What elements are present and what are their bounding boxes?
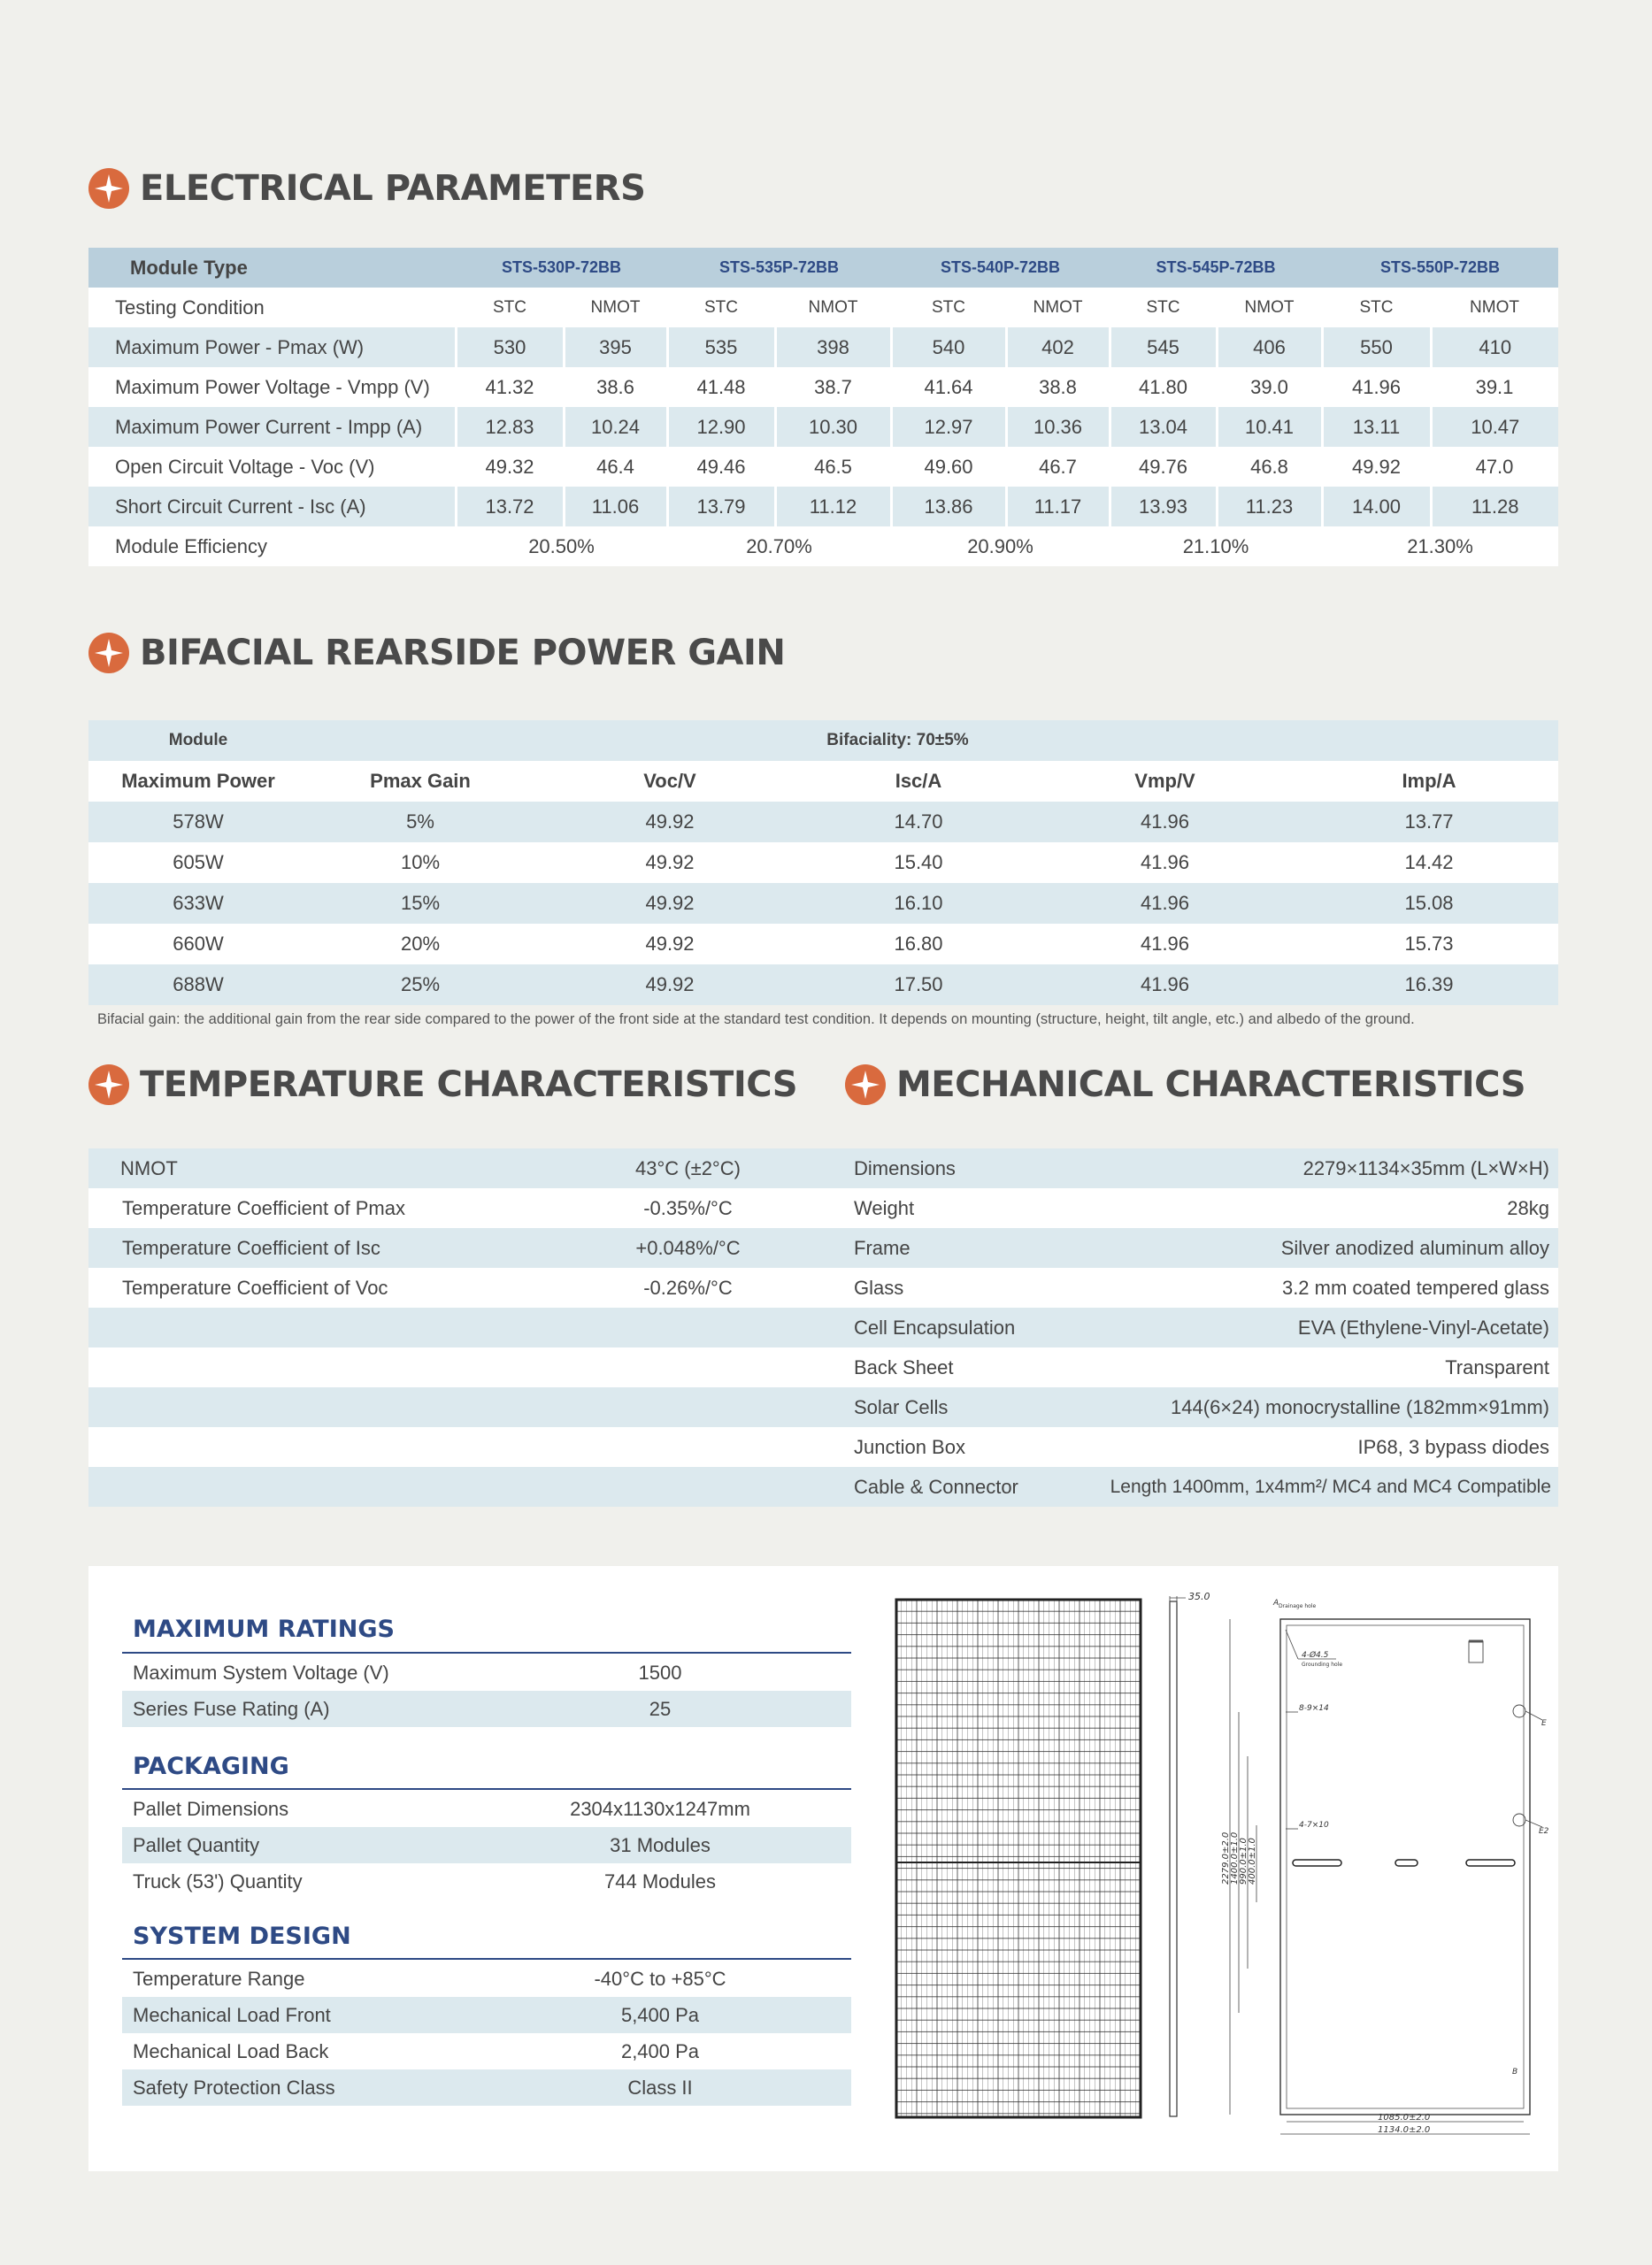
table-row	[122, 1691, 851, 1727]
table-cell: 49.92	[645, 892, 695, 914]
table-cell: 398	[775, 327, 891, 367]
drainage-hole-label: Drainage hole	[1279, 1603, 1317, 1609]
table-row	[845, 1427, 1558, 1467]
table-cell: 13.77	[1404, 810, 1454, 833]
row-value: Length 1400mm, 1x4mm²/ MC4 and MC4 Compatible	[1110, 1476, 1551, 1497]
row-label: Solar Cells	[854, 1395, 949, 1418]
row-value: Silver anodized aluminum alloy	[1280, 1236, 1549, 1259]
front-view	[896, 1600, 1141, 2117]
table-cell: 13.79	[667, 487, 775, 526]
table-cell: 49.92	[645, 933, 695, 955]
row-label: Safety Protection Class	[133, 2076, 335, 2099]
divider	[122, 1652, 851, 1654]
row-label: Dimensions	[854, 1156, 956, 1179]
table-cell: 12.97	[891, 407, 1006, 447]
bifacial-table	[88, 720, 1558, 1005]
table-cell: 49.60	[924, 455, 973, 478]
model-name: STS-550P-72BB	[1379, 258, 1501, 276]
table-row	[88, 924, 1558, 964]
spark-icon	[88, 633, 129, 673]
row-value: 43°C (±2°C)	[635, 1156, 741, 1179]
model-name: STS-530P-72BB	[501, 258, 622, 276]
bifacial-column-headers	[88, 761, 1558, 802]
condition-label: NMOT	[1033, 297, 1083, 317]
row-value: 3.2 mm coated tempered glass	[1281, 1276, 1549, 1299]
row-value: Class II	[627, 2076, 693, 2099]
column-header: Imp/A	[1402, 770, 1456, 792]
row-label: Open Circuit Voltage - Voc (V)	[115, 455, 375, 478]
table-cell: 11.12	[775, 487, 891, 526]
table-cell: 10.30	[775, 407, 891, 447]
detail-label: A	[1273, 1599, 1279, 1608]
rear-view	[1221, 1599, 1548, 2135]
table-cell: 46.7	[1039, 455, 1077, 478]
column-header: Voc/V	[643, 770, 696, 792]
table-cell: 41.96	[1351, 375, 1402, 398]
table-row	[845, 1188, 1558, 1228]
module-type-row	[88, 248, 1558, 288]
row-label: Frame	[854, 1236, 911, 1259]
table-cell: 10.36	[1006, 407, 1110, 447]
table-cell: 46.8	[1250, 455, 1288, 478]
row-label: Series Fuse Rating (A)	[133, 1697, 330, 1720]
table-row	[88, 407, 1558, 447]
electrical-table	[88, 248, 1558, 566]
row-value: 2304x1130x1247mm	[570, 1797, 750, 1820]
table-cell: 14.70	[894, 810, 943, 833]
spark-icon	[88, 168, 129, 209]
hole-label: 8-9×14	[1299, 1704, 1329, 1713]
row-value: EVA (Ethylene-Vinyl-Acetate)	[1297, 1316, 1549, 1339]
table-cell: 13.04	[1110, 407, 1217, 447]
row-label: Mechanical Load Front	[133, 2003, 331, 2026]
row-value: -40°C to +85°C	[594, 1967, 726, 1990]
table-cell: 16.10	[894, 892, 943, 914]
empty-row	[88, 1427, 845, 1467]
side-view	[1170, 1593, 1210, 2116]
testing-condition-label: Testing Condition	[115, 296, 265, 319]
table-cell: 20%	[400, 933, 441, 955]
max-ratings-title: MAXIMUM RATINGS	[133, 1616, 395, 1643]
table-cell: 41.80	[1138, 375, 1188, 398]
efficiency-value: 20.50%	[528, 534, 595, 557]
table-cell: 540	[891, 327, 1006, 367]
row-label: Weight	[854, 1196, 915, 1219]
row-value: 1500	[638, 1661, 682, 1684]
table-cell: 38.6	[596, 375, 634, 398]
column-header: Pmax Gain	[370, 770, 471, 792]
table-cell: 530	[456, 327, 564, 367]
table-cell: 10.41	[1217, 407, 1322, 447]
condition-label: NMOT	[590, 297, 641, 317]
table-cell: 41.48	[696, 375, 746, 398]
table-row	[88, 802, 1558, 842]
table-row	[88, 327, 1558, 367]
table-cell: 633W	[173, 892, 224, 914]
row-label: Junction Box	[854, 1435, 965, 1458]
spark-icon	[88, 1064, 129, 1105]
row-label: Temperature Coefficient of Isc	[122, 1236, 380, 1259]
table-cell: 10.24	[564, 407, 667, 447]
table-row	[122, 2033, 851, 2069]
efficiency-value: 20.70%	[746, 534, 812, 557]
row-value: 25	[649, 1697, 672, 1720]
table-row	[845, 1347, 1558, 1387]
table-cell: 39.0	[1250, 375, 1288, 398]
width-dimension: 1085.0±2.0	[1378, 2113, 1431, 2123]
table-cell: 5%	[406, 810, 434, 833]
row-label: Maximum Power Voltage - Vmpp (V)	[115, 375, 430, 398]
dimension-label: 1400.0±1.0	[1230, 1831, 1240, 1885]
row-label: Temperature Coefficient of Voc	[122, 1276, 388, 1299]
table-cell: 395	[564, 327, 667, 367]
row-label: Back Sheet	[854, 1355, 954, 1378]
row-value: -0.35%/°C	[643, 1196, 733, 1219]
table-cell: 41.32	[485, 375, 534, 398]
table-cell: 10%	[400, 851, 441, 873]
table-row	[845, 1148, 1558, 1188]
table-cell: 12.90	[667, 407, 775, 447]
table-cell: 14.42	[1404, 851, 1454, 873]
dimension-label: 400.0±1.0	[1248, 1838, 1257, 1885]
table-cell: 11.23	[1217, 487, 1322, 526]
hole-label: 4-Ø4.5	[1302, 1651, 1329, 1660]
table-cell: 12.83	[456, 407, 564, 447]
row-label: Pallet Quantity	[133, 1833, 260, 1856]
column-header: Vmp/V	[1134, 770, 1195, 792]
hole-label: 4-7×10	[1299, 1821, 1329, 1830]
detail-mark-label: E	[1541, 1719, 1547, 1728]
table-cell: 49.32	[485, 455, 534, 478]
table-row	[88, 1188, 845, 1228]
electrical-section-title: ELECTRICAL PARAMETERS	[88, 168, 645, 209]
row-value: IP68, 3 bypass diodes	[1357, 1435, 1549, 1458]
condition-label: NMOT	[1470, 297, 1519, 317]
table-cell: 41.64	[924, 375, 973, 398]
row-label: Truck (53') Quantity	[133, 1870, 303, 1893]
efficiency-value: 21.30%	[1407, 534, 1473, 557]
table-cell: 49.92	[645, 973, 695, 995]
row-label: Cell Encapsulation	[854, 1316, 1016, 1339]
row-value: 144(6×24) monocrystalline (182mm×91mm)	[1171, 1395, 1549, 1418]
table-row	[122, 1827, 851, 1863]
table-cell: 41.96	[1140, 973, 1190, 995]
table-cell: 46.4	[596, 455, 634, 478]
table-cell: 15.73	[1404, 933, 1454, 955]
condition-label: NMOT	[808, 297, 858, 317]
table-cell: 13.86	[891, 487, 1006, 526]
width-dimension: 1134.0±2.0	[1378, 2125, 1431, 2135]
table-row	[88, 447, 1558, 487]
row-value: 31 Modules	[610, 1833, 711, 1856]
row-label: Pallet Dimensions	[133, 1797, 289, 1820]
row-label: Maximum System Voltage (V)	[133, 1661, 389, 1684]
spark-icon	[845, 1064, 886, 1105]
table-row	[122, 1997, 851, 2033]
table-cell: 17.50	[894, 973, 943, 995]
table-cell: 550	[1322, 327, 1431, 367]
row-label: Cable & Connector	[854, 1475, 1018, 1498]
table-row	[845, 1308, 1558, 1347]
module-label: Module	[168, 731, 228, 749]
table-row	[122, 1961, 851, 1997]
efficiency-row	[88, 526, 1558, 566]
table-cell: 41.96	[1140, 851, 1190, 873]
table-row	[88, 1228, 845, 1268]
row-label: Module Efficiency	[115, 534, 268, 557]
bifaciality-label: Bifaciality: 70±5%	[826, 731, 969, 749]
table-cell: 15.08	[1404, 892, 1454, 914]
table-row	[88, 883, 1558, 924]
model-name: STS-535P-72BB	[718, 258, 840, 276]
table-cell: 406	[1217, 327, 1322, 367]
row-value: 5,400 Pa	[620, 2003, 700, 2026]
table-row	[122, 1863, 851, 1900]
table-cell: 13.93	[1110, 487, 1217, 526]
table-row	[88, 1268, 845, 1308]
row-label: Temperature Coefficient of Pmax	[122, 1196, 405, 1219]
system-design-table	[122, 1961, 851, 2106]
divider	[122, 1958, 851, 1960]
empty-row	[88, 1467, 845, 1507]
max-ratings-table	[122, 1655, 851, 1727]
grounding-hole-label: Grounding hole	[1302, 1662, 1343, 1668]
table-cell: 11.17	[1006, 487, 1110, 526]
row-value: 2279×1134×35mm (L×W×H)	[1302, 1156, 1549, 1179]
table-cell: 14.00	[1322, 487, 1431, 526]
table-cell: 49.92	[645, 810, 695, 833]
table-cell: 660W	[173, 933, 224, 955]
table-cell: 38.7	[814, 375, 852, 398]
table-cell: 402	[1006, 327, 1110, 367]
condition-label: STC	[932, 297, 965, 317]
table-cell: 16.80	[894, 933, 943, 955]
table-row	[122, 1791, 851, 1827]
table-row	[88, 1148, 845, 1188]
table-cell: 25%	[400, 973, 441, 995]
empty-row	[88, 1347, 845, 1387]
table-row	[88, 842, 1558, 883]
length-dimension: 2279.0±2.0	[1221, 1831, 1231, 1885]
row-value: 28kg	[1507, 1196, 1549, 1219]
row-label: NMOT	[120, 1156, 178, 1179]
table-cell: 49.46	[696, 455, 746, 478]
table-cell: 49.92	[645, 851, 695, 873]
row-value: +0.048%/°C	[635, 1236, 741, 1259]
table-cell: 535	[667, 327, 775, 367]
table-cell: 10.47	[1431, 407, 1558, 447]
table-row	[845, 1467, 1558, 1507]
module-technical-drawing	[889, 1593, 1548, 2150]
efficiency-value: 21.10%	[1182, 534, 1249, 557]
condition-label: STC	[1146, 297, 1180, 317]
table-cell: 11.28	[1431, 487, 1558, 526]
model-name: STS-540P-72BB	[940, 258, 1061, 276]
testing-condition-row	[88, 288, 1558, 327]
row-value: 2,400 Pa	[620, 2039, 700, 2062]
table-cell: 46.5	[814, 455, 852, 478]
table-row	[122, 2069, 851, 2106]
table-cell: 410	[1431, 327, 1558, 367]
table-cell: 13.11	[1322, 407, 1431, 447]
table-cell: 47.0	[1475, 455, 1514, 478]
table-row	[122, 1655, 851, 1691]
row-label: Mechanical Load Back	[133, 2039, 329, 2062]
packaging-title: PACKAGING	[133, 1753, 289, 1780]
table-cell: 38.8	[1039, 375, 1077, 398]
bifacial-section-title: BIFACIAL REARSIDE POWER GAIN	[88, 633, 785, 673]
table-cell: 11.06	[564, 487, 667, 526]
detail-label: B	[1512, 2068, 1518, 2077]
packaging-table	[122, 1791, 851, 1900]
condition-label: STC	[493, 297, 526, 317]
detail-mark-label: E2	[1539, 1827, 1548, 1836]
efficiency-value: 20.90%	[967, 534, 1033, 557]
temperature-table	[88, 1148, 845, 1507]
row-label: Glass	[854, 1276, 904, 1299]
bifacial-header-row	[88, 720, 1558, 761]
table-cell: 578W	[173, 810, 224, 833]
table-cell: 15%	[400, 892, 441, 914]
bifacial-note: Bifacial gain: the additional gain from the rear side compared to the power of the front side at the standard test condition. It depends on mounting (structure, height, tilt angle, etc.) and albedo of the ground.	[97, 1011, 1415, 1027]
temperature-section-title: TEMPERATURE CHARACTERISTICS	[88, 1064, 797, 1105]
table-cell: 15.40	[894, 851, 943, 873]
module-type-label: Module Type	[130, 256, 248, 279]
table-cell: 39.1	[1475, 375, 1514, 398]
row-value: -0.26%/°C	[643, 1276, 733, 1299]
table-cell: 41.96	[1140, 933, 1190, 955]
mechanical-section-title: MECHANICAL CHARACTERISTICS	[845, 1064, 1525, 1105]
table-row	[845, 1387, 1558, 1427]
table-cell: 41.96	[1140, 810, 1190, 833]
model-name: STS-545P-72BB	[1156, 258, 1276, 276]
table-cell: 49.76	[1138, 455, 1188, 478]
condition-label: NMOT	[1244, 297, 1295, 317]
table-row	[845, 1268, 1558, 1308]
column-header: Isc/A	[895, 770, 942, 792]
dimension-label: 990.0±1.0	[1239, 1838, 1249, 1885]
row-label: Short Circuit Current - Isc (A)	[115, 495, 366, 518]
row-label: Temperature Range	[133, 1967, 305, 1990]
table-row	[845, 1228, 1558, 1268]
mechanical-table	[845, 1148, 1558, 1507]
column-header: Maximum Power	[121, 770, 275, 792]
condition-label: STC	[704, 297, 738, 317]
condition-label: STC	[1359, 297, 1394, 317]
row-label: Maximum Power - Pmax (W)	[115, 335, 365, 358]
table-cell: 49.92	[1351, 455, 1402, 478]
table-row	[88, 367, 1558, 407]
row-label: Maximum Power Current - Impp (A)	[115, 415, 423, 438]
table-cell: 16.39	[1404, 973, 1454, 995]
table-cell: 41.96	[1140, 892, 1190, 914]
table-cell: 688W	[173, 973, 224, 995]
table-row	[88, 964, 1558, 1005]
empty-row	[88, 1308, 845, 1347]
table-cell: 545	[1110, 327, 1217, 367]
system-design-title: SYSTEM DESIGN	[133, 1923, 351, 1950]
table-cell: 605W	[173, 851, 224, 873]
row-value: Transparent	[1445, 1355, 1549, 1378]
table-row	[88, 487, 1558, 526]
divider	[122, 1788, 851, 1790]
empty-row	[88, 1387, 845, 1427]
table-cell: 13.72	[456, 487, 564, 526]
frame-depth-label: 35.0	[1188, 1593, 1210, 1602]
row-value: 744 Modules	[604, 1870, 716, 1893]
